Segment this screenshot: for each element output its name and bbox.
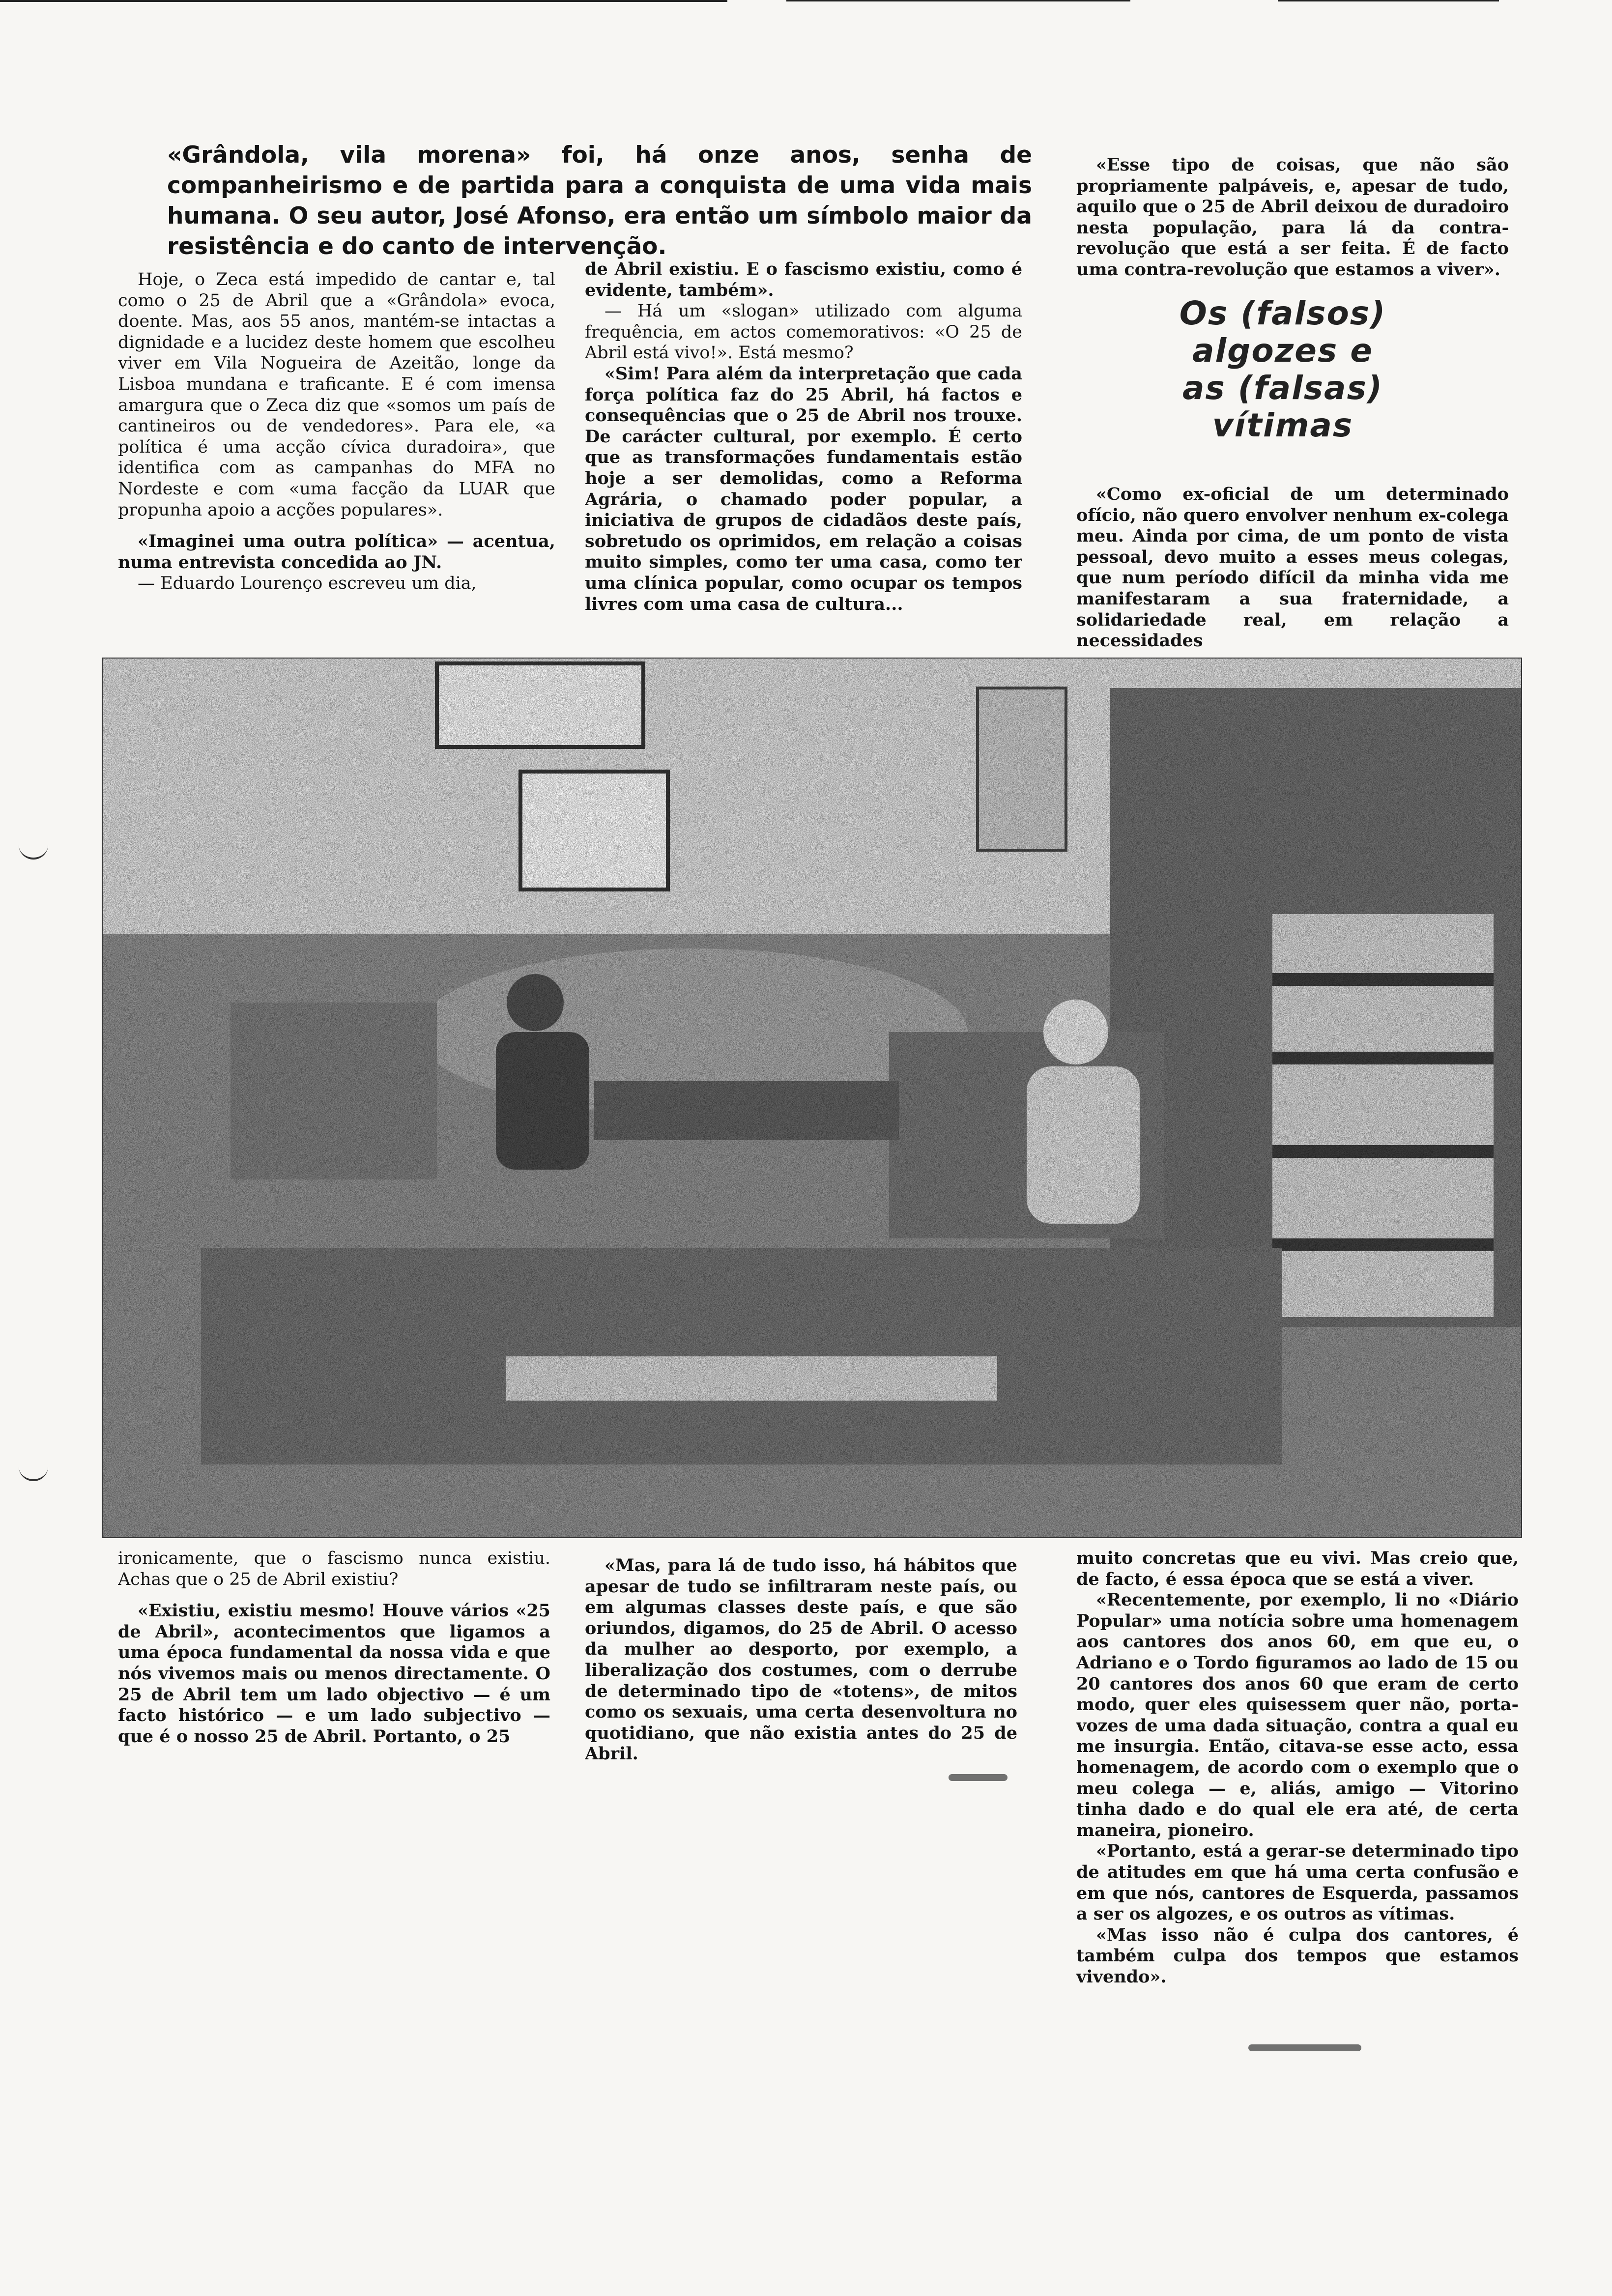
paragraph: de Abril existiu. E o fascismo existiu, como é evidente, também». (585, 259, 1022, 300)
paragraph: ironicamente, que o fascismo nunca existiu. Achas que o 25 de Abril existiu? (118, 1549, 550, 1589)
paragraph: «Esse tipo de coisas, que não são propriamente palpáveis, e, apesar de tudo, aquilo que o 25 de Abril deixou de duradoiro nesta população, para lá da contra-revolução que está a ser feita. É de facto uma contra-revolução que estamos a viver». (1076, 155, 1509, 280)
lower-column-2 (585, 1555, 1017, 1781)
subheading: Os (falsos) algozes e as (falsas) vítimas (1179, 294, 1386, 444)
paragraph: «Existiu, existiu mesmo! Houve vários «25 de Abril», acontecimentos que ligamos a uma época fundamental da nossa vida e que nós vivemos mais ou menos directamente. O 25 de Abril tem um lado objectivo — é um facto histórico — e um lado subjectivo — que é o nosso 25 de Abril. Portanto, o 25 (118, 1601, 550, 1747)
ink-smudge (1248, 2044, 1361, 2051)
paragraph: muito concretas que eu vivi. Mas creio que, de facto, é essa época que se está a viver. (1076, 1548, 1519, 1589)
paragraph: «Recentemente, por exemplo, li no «Diário Popular» uma notícia sobre uma homenagem aos cantores dos anos 60, em que eu, o Adriano e o Tordo figuramos ao lado de 15 ou 20 cantores dos anos 60 que eram de certo modo, quer eles quisessem quer não, porta-vozes de uma dada situação, contra a qual eu me insurgia. Então, citava-se esse acto, essa homenagem, de acordo com o exemplo que o meu colega — e, aliás, amigo — Vitorino tinha dado e do qual ele era até, de certa maneira, pioneiro. (1076, 1590, 1519, 1840)
paragraph: «Mas isso não é culpa dos cantores, é também culpa dos tempos que estamos vivendo». (1076, 1924, 1519, 1987)
scan-edge-line (1278, 0, 1499, 1)
lower-column-1 (118, 1548, 550, 1779)
upper-column-3-top (1076, 155, 1509, 290)
scan-edge-line (786, 0, 1130, 1)
upper-column-2 (585, 259, 1022, 655)
paragraph: «Mas, para lá de tudo isso, há hábitos que apesar de tudo se infiltraram neste país, ou em algumas classes deste país, e que são oriundos, digamos, do 25 de Abril. O acesso da mulher ao desporto, por exemplo, a liberalização dos costumes, com o derrube de determinado tipo de «totens», de mitos como os sexuais, uma certa desenvoltura no quotidiano, que não existia antes do 25 de Abril. (585, 1555, 1017, 1764)
lower-column-3 (1076, 1548, 1519, 2054)
paragraph: «Sim! Para além da interpretação que cada força política faz do 25 Abril, há factos e consequências que o 25 de Abril nos trouxe. De carácter cultural, por exemplo. É certo que as transformações fundamentais estão hoje a ser demolidas, como a Reforma Agrária, o chamado poder popular, a iniciativa de grupos de cidadãos deste país, sobretudo os oprimidos, em relação a coisas muito simples, como ter uma casa, como ter uma clínica popular, como ocupar os tempos livres com uma casa de cultura... (585, 363, 1022, 614)
paragraph: «Como ex-oficial de um determinado ofício, não quero envolver nenhum ex-colega meu. Ainda por cima, de um ponto de vista pessoal, devo muito a esses meus colegas, que num período difícil da minha vida me manifestaram a sua fraternidade, a solidariedade real, em relação a necessidades (1076, 484, 1509, 651)
photo-icon (103, 659, 1521, 1537)
paragraph: — Há um «slogan» utilizado com alguma frequência, em actos comemorativos: «O 25 de Abril está vivo!». Está mesmo? (585, 301, 1022, 363)
paragraph: Hoje, o Zeca está impedido de cantar e, tal como o 25 de Abril que a «Grândola» evoca, doente. Mas, aos 55 anos, mantém-se intactas a dignidade e a lucidez deste homem que escolheu viver em Vila Nogueira de Azeitão, longe da Lisboa mundana e traficante. E é com imensa amargura que o Zeca diz que «somos um país de cantineiros ou de vendedores». Para ele, «a política é uma acção cívica duradoira», que identifica com as campanhas do MFA no Nordeste e com «uma facção da LUAR que propunha apoio a acções populares». (118, 270, 555, 520)
punch-mark (19, 1464, 48, 1481)
scan-edge-line (0, 0, 727, 2)
paragraph: — Eduardo Lourenço escreveu um dia, (138, 574, 477, 594)
paragraph: «Imaginei uma outra política» — acentua, numa entrevista concedida ao JN. (118, 531, 555, 573)
article-photo (102, 658, 1522, 1538)
paragraph: «Portanto, está a gerar-se determinado tipo de atitudes em que há uma certa confusão e em que nós, cantores de Esquerda, passamos a ser os algozes, e os outros as vítimas. (1076, 1841, 1519, 1924)
article-lead: «Grândola, vila morena» foi, há onze anos, senha de companheirismo e de partida para a conquista de uma vida mais humana. O seu autor, José Afonso, era então um símbolo maior da resistência e do canto de intervenção. (167, 142, 1032, 260)
ink-smudge (949, 1774, 1008, 1781)
upper-column-3-bottom (1076, 484, 1509, 656)
punch-mark (19, 843, 48, 860)
upper-column-1 (118, 269, 555, 655)
